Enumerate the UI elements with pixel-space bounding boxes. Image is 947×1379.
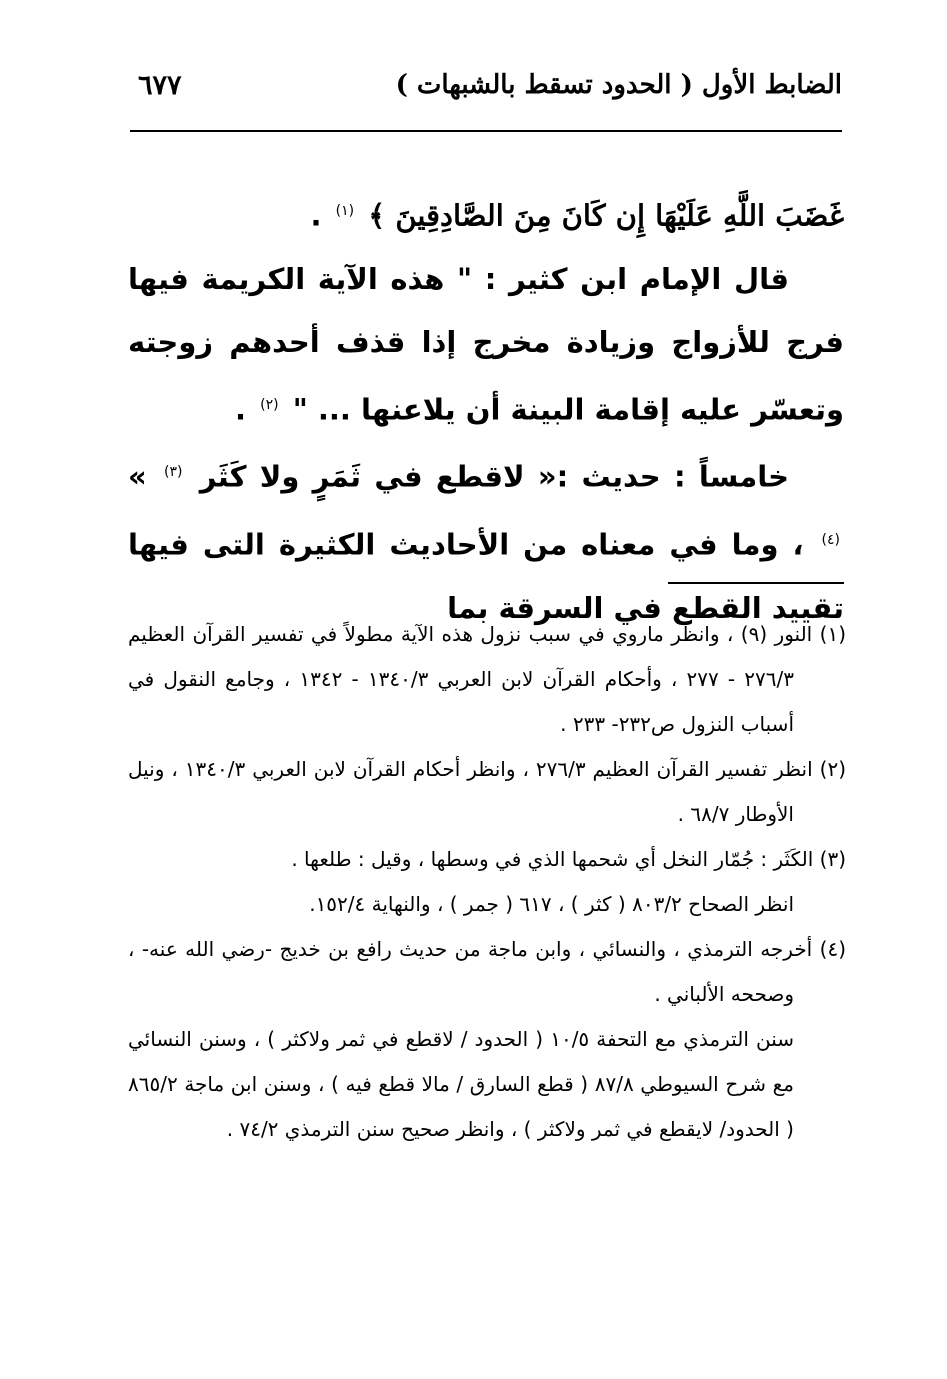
footnote-3: (٣) الكَثَر : جُمّار النخل أي شحمها الذي في وسطها ، وقيل : طلعها . bbox=[291, 847, 846, 871]
paragraph-text: قال الإمام ابن كثير : " هذه الآية الكريمة فيها فرج للأزواج وزيادة مخرج إذا قذف أحدهم زوجته وتعسّر عليه إقامة البينة أن يلاعنها ... " bbox=[128, 261, 844, 427]
footnote-divider bbox=[668, 582, 844, 584]
paragraph-text-cont: ، وما في معناه من الأحاديث الكثيرة التى فيها تقييد القطع في السرقة بما bbox=[128, 527, 844, 625]
verse-line bbox=[128, 180, 844, 248]
footnote-ref-2: (٢) bbox=[260, 396, 279, 413]
running-title: الضابط الأول ( الحدود تسقط بالشبهات ) bbox=[395, 70, 842, 100]
footnote-3-sources: انظر الصحاح ٨٠٣/٢ ( كثر ) ، ٦١٧ ( جمر ) ، والنهاية ١٥٢/٤. bbox=[309, 892, 794, 916]
footnote-2: (٢) انظر تفسير القرآن العظيم ٢٧٦/٣ ، وانظر أحكام القرآن لابن العربي ١٣٤٠/٣ ، ونيل الأوطار ٦٨/٧ . bbox=[128, 757, 847, 826]
paragraph-fifth-hadith bbox=[128, 441, 844, 639]
footnote-ref-4: (٤) bbox=[821, 531, 840, 548]
running-header bbox=[130, 70, 842, 120]
footnote-ref-1: (١) bbox=[335, 203, 355, 219]
footnote-4-sources: سنن الترمذي مع التحفة ١٠/٥ ( الحدود / لاقطع في ثمر ولاكثر ) ، وسنن النسائي مع شرح السيوطي ٨٧/٨ ( قطع السارق / مالا قطع فيه ) ، وسنن ابن ماجة ٨٦٥/٢ ( الحدود/ لايقطع في ثمر ولاكثر ) ، وانظر صحيح سنن الترمذي ٧٤/٢ . bbox=[128, 1027, 794, 1141]
page-number: ٦٧٧ bbox=[138, 70, 182, 101]
quran-verse: غَضَبَ اللَّهِ عَلَيْهَا إِن كَانَ مِنَ الصَّادِقِينَ ﴾ bbox=[368, 198, 844, 233]
paragraph-ibn-kathir bbox=[128, 248, 844, 442]
paragraph-text: خامساً : حديث :« لاقطع في ثَمَرٍ ولا كَثَر bbox=[199, 459, 789, 494]
footnotes-section bbox=[128, 612, 846, 1152]
header-divider bbox=[130, 130, 842, 132]
verse-end: . bbox=[310, 198, 322, 233]
paragraph-end: . bbox=[234, 392, 246, 427]
main-text bbox=[128, 180, 844, 640]
footnote-1: (١) النور (٩) ، وانظر ماروي في سبب نزول هذه الآية مطولاً في تفسير القرآن العظيم ٢٧٦/٣ - ٢٧٧ ، وأحكام القرآن لابن العربي ١٣٤٠/٣ - ١٣٤٢ ، وجامع النقول في أسباب النزول ص٢٣٢- ٢٣٣ . bbox=[128, 622, 846, 736]
closing-quote: » bbox=[128, 459, 147, 494]
footnote-4: (٤) أخرجه الترمذي ، والنسائي ، وابن ماجة من حديث رافع بن خديج -رضي الله عنه- ، وصححه الألباني . bbox=[128, 937, 846, 1006]
footnote-ref-3: (٣) bbox=[164, 464, 183, 481]
